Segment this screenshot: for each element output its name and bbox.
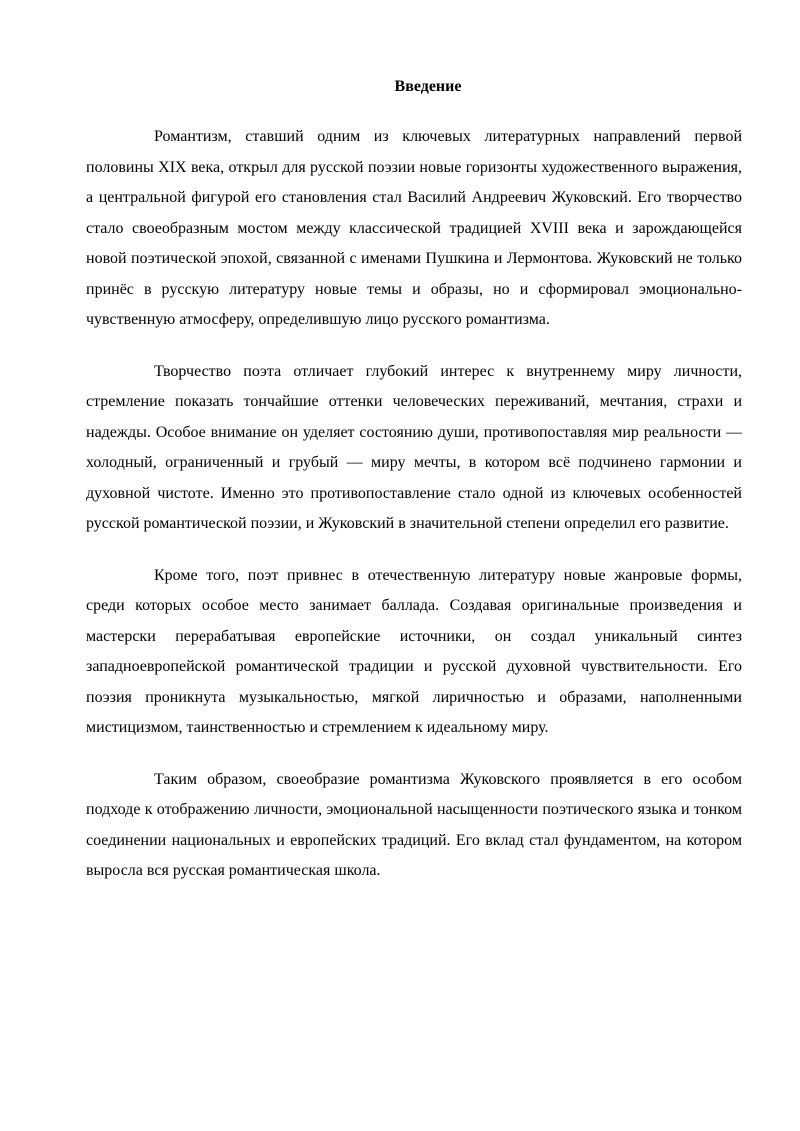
paragraph-4: Таким образом, своеобразие романтизма Жуковского проявляется в его особом подходе к отображению личности, эмоциональной насыщенности поэтического языка и тонком соединении национальных и европейских традиций. Его вклад стал фундаментом, на котором выросла вся русская романтическая школа. [86, 770, 742, 879]
document-body [86, 122, 742, 908]
page-title: Введение [394, 78, 462, 95]
paragraph-2: Творчество поэта отличает глубокий интерес к внутреннему миру личности, стремление показать тончайшие оттенки человеческих переживаний, мечтания, страхи и надежды. Особое внимание он уделяет состоянию души, противопоставляя мир реальности — холодный, ограниченный и грубый — миру мечты, в котором всё подчинено гармонии и духовной чистоте. Именно это противопоставление стало одной из ключевых особенностей русской романтической поэзии, и Жуковский в значительной степени определил его развитие. [86, 362, 742, 532]
paragraph-1: Романтизм, ставший одним из ключевых литературных направлений первой половины XIX века, открыл для русской поэзии новые горизонты художественного выражения, а центральной фигурой его становления стал Василий Андреевич Жуковский. Его творчество стало своеобразным мостом между классической традицией XVIII века и зарождающейся новой поэтической эпохой, связанной с именами Пушкина и Лермонтова. Жуковский не только принёс в русскую литературу новые темы и образы, но и сформировал эмоционально-чувственную атмосферу, определившую лицо русского романтизма. [86, 128, 742, 328]
paragraph-3: Кроме того, поэт привнес в отечественную литературу новые жанровые формы, среди которых особое место занимает баллада. Создавая оригинальные произведения и мастерски перерабатывая европейские источники, он создал уникальный синтез западноевропейской романтической традиции и русской духовной чувствительности. Его поэзия проникнута музыкальностью, мягкой лиричностью и образами, наполненными мистицизмом, таинственностью и стремлением к идеальному миру. [86, 566, 742, 736]
